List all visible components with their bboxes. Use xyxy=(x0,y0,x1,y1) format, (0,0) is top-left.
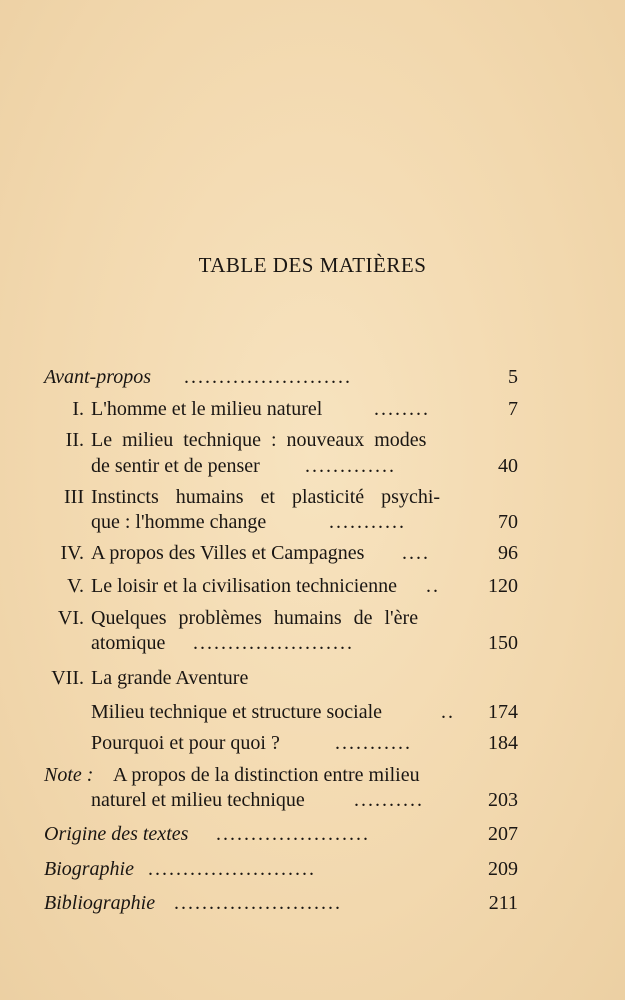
page-number: 40 xyxy=(498,455,518,477)
leader-dots: .. xyxy=(441,701,455,723)
entry-label: Biographie xyxy=(44,858,134,880)
toc-entry-milieu-technique[interactable] xyxy=(91,700,464,724)
entry-label: Origine des textes xyxy=(44,823,189,845)
page-number: 184 xyxy=(488,732,518,754)
page-number: 203 xyxy=(488,789,518,811)
leader-dots: .......... xyxy=(354,789,424,811)
page-number: 207 xyxy=(488,823,518,845)
leader-dots: ........................ xyxy=(174,892,342,914)
page-number: 96 xyxy=(498,542,518,564)
toc-entry-pourquoi[interactable] xyxy=(91,731,464,755)
chapter-number: I. xyxy=(72,398,84,420)
leader-dots: ........... xyxy=(335,732,412,754)
toc-entry-note[interactable] xyxy=(44,763,464,787)
entry-label: Bibliographie xyxy=(44,892,156,914)
page-number: 70 xyxy=(498,511,518,533)
entry-label: L'homme et le milieu naturel xyxy=(91,398,323,420)
entry-label-continued: que : l'homme change xyxy=(91,511,267,533)
chapter-number: VI. xyxy=(57,607,84,629)
note-prefix: Note : xyxy=(44,764,94,786)
entry-label: Instincts humains et plasticité psychi- xyxy=(91,486,441,508)
entry-label: Le loisir et la civilisation technicienne xyxy=(91,575,398,597)
page-number: 174 xyxy=(488,701,518,723)
toc-entry-note-continued xyxy=(91,788,464,812)
leader-dots: ....................... xyxy=(193,632,354,654)
entry-label-continued: atomique xyxy=(91,632,166,654)
entry-label: Avant-propos xyxy=(44,366,152,388)
leader-dots: ............. xyxy=(305,455,396,477)
page-number: 150 xyxy=(488,632,518,654)
entry-label: A propos des Villes et Campagnes xyxy=(91,542,365,564)
toc-entry-bibliographie[interactable] xyxy=(44,891,464,915)
leader-dots: ........... xyxy=(329,511,406,533)
leader-dots: ........................ xyxy=(184,366,352,388)
page-number: 7 xyxy=(508,398,518,420)
entry-label: Milieu technique et structure sociale xyxy=(91,701,383,723)
chapter-number: VII. xyxy=(51,667,84,689)
leader-dots: ........ xyxy=(374,398,430,420)
chapter-number: II. xyxy=(65,429,84,451)
entry-label-continued: naturel et milieu technique xyxy=(91,789,305,811)
toc-entry-chapter-2-continued xyxy=(91,454,464,478)
page-number: 209 xyxy=(488,858,518,880)
page-number: 211 xyxy=(488,892,518,914)
toc-entry-chapter-3-continued xyxy=(91,510,464,534)
leader-dots: ...................... xyxy=(216,823,370,845)
entry-label: Quelques problèmes humains de l'ère xyxy=(91,607,419,629)
leader-dots: ........................ xyxy=(148,858,316,880)
toc-entry-origine-des-textes[interactable] xyxy=(44,822,464,846)
chapter-number: V. xyxy=(67,575,84,597)
leader-dots: .... xyxy=(402,542,430,564)
chapter-number: III xyxy=(64,486,84,508)
chapter-number: IV. xyxy=(60,542,84,564)
toc-entry-avant-propos[interactable] xyxy=(44,365,524,389)
page-number: 120 xyxy=(488,575,518,597)
entry-label: Le milieu technique : nouveaux modes xyxy=(91,429,427,451)
leader-dots: .. xyxy=(426,575,440,597)
toc-entry-biographie[interactable] xyxy=(44,857,464,881)
entry-label: Pourquoi et pour quoi ? xyxy=(91,732,280,754)
entry-label-continued: de sentir et de penser xyxy=(91,455,260,477)
entry-label: A propos de la distinction entre milieu xyxy=(113,764,420,786)
page-number: 5 xyxy=(508,366,518,388)
entry-label: La grande Aventure xyxy=(91,667,249,689)
page-title: TABLE DES MATIÈRES xyxy=(198,253,427,277)
toc-entry-chapter-6-continued xyxy=(91,631,464,655)
